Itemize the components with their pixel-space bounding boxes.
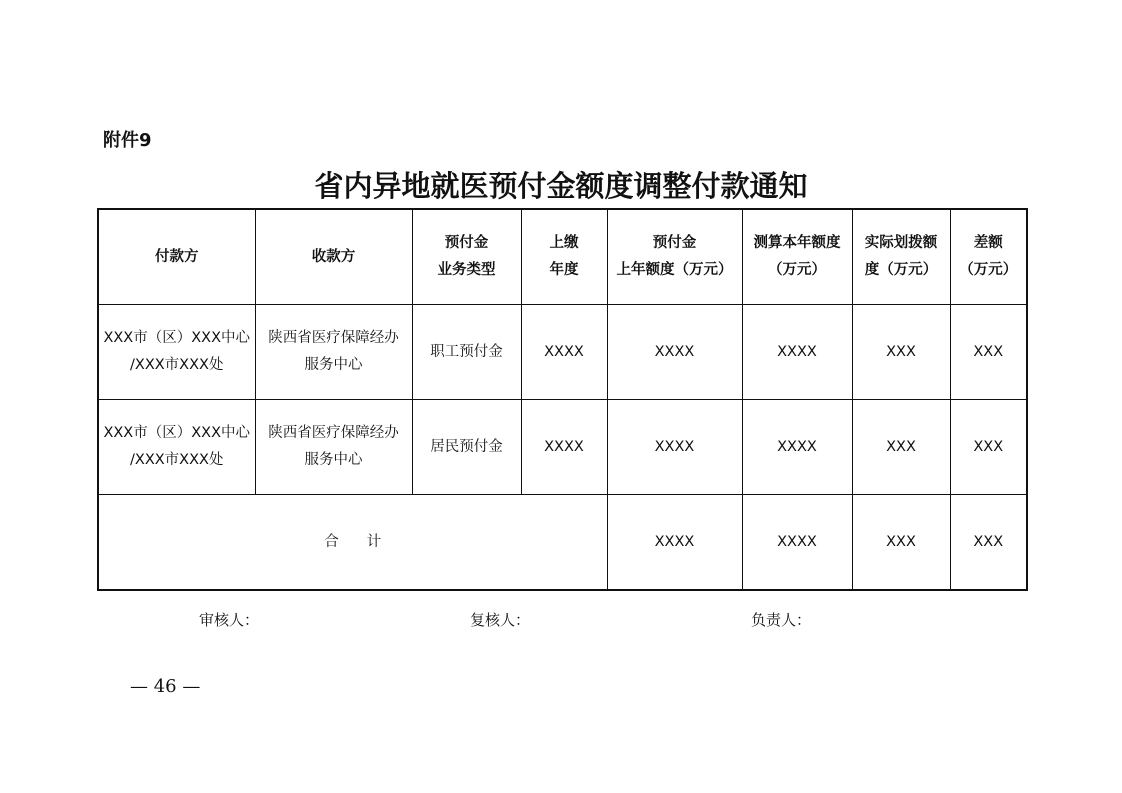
rechecker-label: 复核人： xyxy=(470,611,531,629)
reviewer-label: 审核人： xyxy=(199,611,260,629)
table-row xyxy=(98,305,1027,400)
year-cell: XXXX xyxy=(521,305,607,400)
payer-text: /XXX市XXX处 xyxy=(130,357,224,373)
est-amount-cell: XXXX xyxy=(742,400,852,495)
header-text: 年度 xyxy=(549,262,579,278)
total-diff-cell: XXX xyxy=(950,495,1027,591)
total-row xyxy=(98,495,1027,591)
year-cell: XXXX xyxy=(521,400,607,495)
est-amount-cell: XXXX xyxy=(742,305,852,400)
header-text: 度（万元） xyxy=(864,262,938,278)
attachment-label: 附件9 xyxy=(103,130,152,151)
header-text: 付款方 xyxy=(155,248,199,265)
table-row xyxy=(98,400,1027,495)
prev-amount-cell: XXXX xyxy=(607,400,742,495)
business-type-cell: 职工预付金 xyxy=(412,305,521,400)
responsible-label: 负责人： xyxy=(751,611,812,629)
total-label: 合计 xyxy=(324,533,410,550)
header-text: 收款方 xyxy=(311,248,356,265)
header-year xyxy=(521,209,607,305)
header-text: 上缴 xyxy=(549,235,579,251)
payee-text: 服务中心 xyxy=(304,357,363,373)
header-diff xyxy=(950,209,1027,305)
payer-text: XXX市（区）XXX中心 xyxy=(103,330,251,346)
payee-cell xyxy=(255,400,412,495)
diff-cell: XXX xyxy=(950,305,1027,400)
header-text: 预付金 xyxy=(444,235,489,251)
total-est-amount-cell: XXXX xyxy=(742,495,852,591)
total-prev-amount-cell: XXXX xyxy=(607,495,742,591)
payer-text: XXX市（区）XXX中心 xyxy=(103,425,251,441)
diff-cell: XXX xyxy=(950,400,1027,495)
header-prev-amount xyxy=(607,209,742,305)
payer-cell xyxy=(98,400,255,495)
header-text: （万元） xyxy=(768,262,826,278)
payee-text: 陕西省医疗保障经办 xyxy=(268,425,399,441)
total-label-cell xyxy=(98,495,607,591)
header-text: 预付金 xyxy=(652,235,697,251)
payment-notice-table xyxy=(97,208,1028,591)
header-text: 测算本年额度 xyxy=(753,235,841,251)
header-text: 实际划拨额 xyxy=(864,235,938,251)
actual-amount-cell: XXX xyxy=(852,400,950,495)
header-actual-amount xyxy=(852,209,950,305)
header-business-type xyxy=(412,209,521,305)
header-est-amount xyxy=(742,209,852,305)
header-text: 差额 xyxy=(973,235,1003,251)
header-row xyxy=(98,209,1027,305)
prev-amount-cell: XXXX xyxy=(607,305,742,400)
payee-text: 陕西省医疗保障经办 xyxy=(268,330,399,346)
header-text: （万元） xyxy=(959,262,1018,278)
header-payer xyxy=(98,209,255,305)
payer-cell xyxy=(98,305,255,400)
header-text: 上年额度（万元） xyxy=(616,262,733,278)
business-type-cell: 居民预付金 xyxy=(412,400,521,495)
page-number: — 46 — xyxy=(130,676,201,697)
total-actual-amount-cell: XXX xyxy=(852,495,950,591)
header-payee xyxy=(255,209,412,305)
header-text: 业务类型 xyxy=(437,262,496,278)
payee-cell xyxy=(255,305,412,400)
payee-text: 服务中心 xyxy=(304,452,363,468)
actual-amount-cell: XXX xyxy=(852,305,950,400)
document-title: 省内异地就医预付金额度调整付款通知 xyxy=(314,169,808,203)
payer-text: /XXX市XXX处 xyxy=(130,452,224,468)
